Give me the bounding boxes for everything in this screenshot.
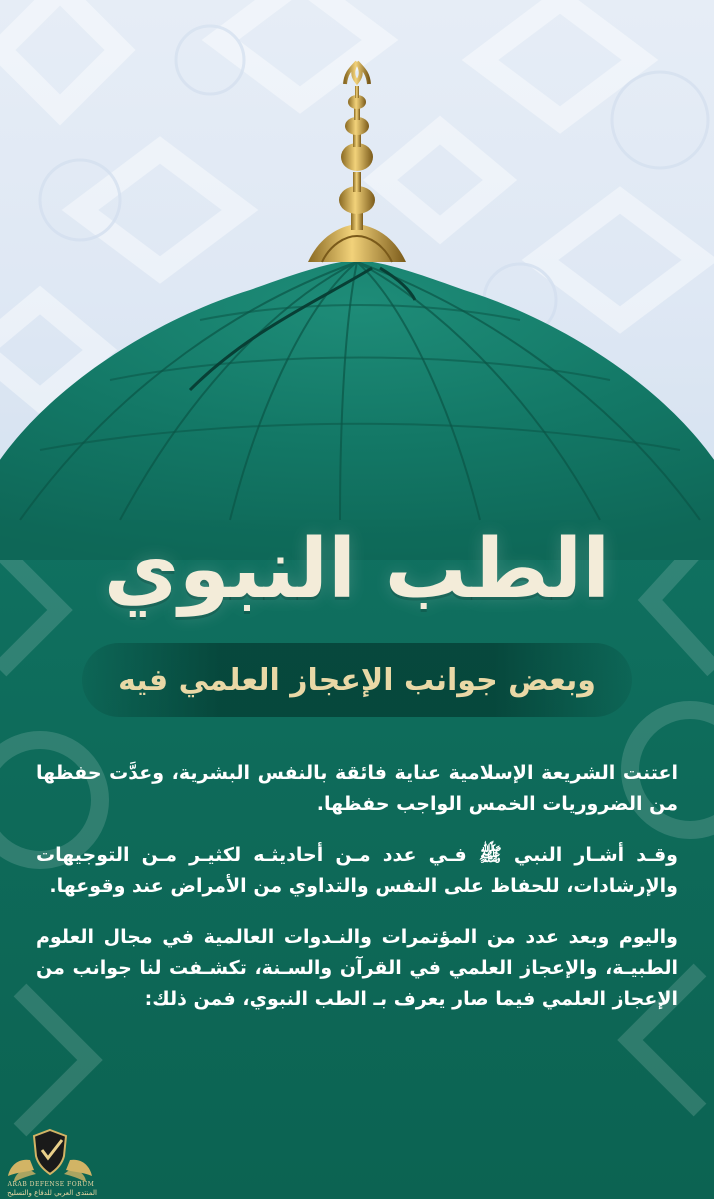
logo-name-en: ARAB DEFENSE FORUM — [7, 1181, 95, 1188]
subtitle: وبعض جوانب الإعجاز العلمي فيه — [118, 662, 596, 698]
finial — [308, 62, 406, 262]
subtitle-banner — [82, 643, 632, 717]
logo-name-ar: المنتدى العربي للدفاع والتسليح — [7, 1189, 97, 1197]
paragraph-3: واليوم وبعد عدد من المؤتمرات والنـدوات العالمية في مجال العلوم الطبيـة، والإعجاز العلمي في القرآن والسـنة، تكشـفت لنا جوانب من الإعجاز العلمي فيما صار يعرف بـ الطب النبوي، فمن ذلك: — [36, 926, 678, 1010]
body-text — [36, 758, 678, 1035]
page-title: الطب النبوي — [103, 522, 611, 617]
paragraph-2: وقـد أشـار النبي ﷺ فـي عدد مـن أحاديثـه لكثيـر مـن التوجيهات والإرشادات، للحفاظ على النفس والتداوي من الأمراض عند وقوعها. — [36, 844, 678, 897]
paragraph-1: اعتنت الشريعة الإسلامية عناية فائقة بالنفس البشرية، وعدَّت حفظها من الضروريات الخمس الواجب حفظها. — [36, 762, 678, 815]
